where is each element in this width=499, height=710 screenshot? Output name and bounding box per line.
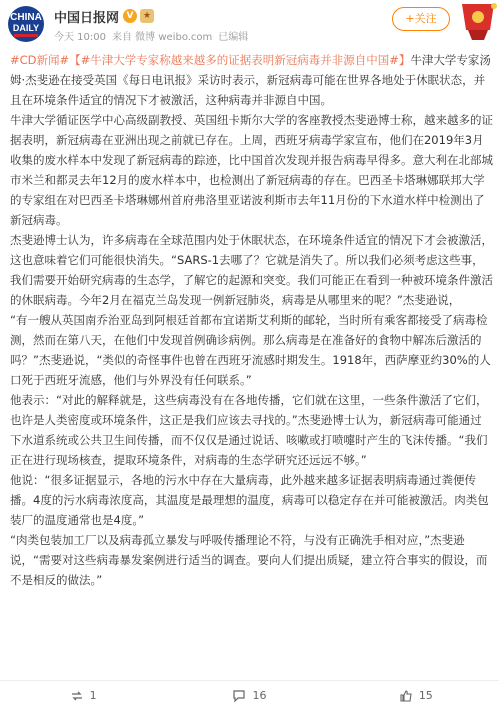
like-icon xyxy=(399,689,413,703)
hashtag-oxford[interactable]: 【#牛津大学专家称越来越多的证据表明新冠病毒并非源自中国#】 xyxy=(69,53,411,67)
post-time: 今天 10:00 xyxy=(54,32,106,43)
avatar-logo-line2: DAILY xyxy=(12,23,40,33)
edited-label: 已编辑 xyxy=(218,32,249,43)
verified-badge-icon: V xyxy=(123,9,137,23)
medal-icon: ★ xyxy=(140,9,154,23)
repost-icon xyxy=(70,689,84,703)
post-meta xyxy=(54,28,248,42)
comment-icon xyxy=(232,689,246,703)
comment-button[interactable] xyxy=(166,681,332,710)
post-paragraph-1 xyxy=(10,50,493,110)
avatar[interactable] xyxy=(8,6,44,42)
post-paragraph-7: “肉类包装加工厂以及病毒孤立暴发与呼吸传播理论不符，与没有正确洗手相对应，”杰斐逊说，“需要对这些病毒暴发案例进行适当的调查。要向人们提出质疑，建立符合事实的假设，而不是相反的做法。” xyxy=(10,533,488,587)
post-content xyxy=(10,50,493,590)
follow-button[interactable]: +关注 xyxy=(392,7,450,31)
avatar-logo-stripe xyxy=(14,34,38,37)
like-button[interactable] xyxy=(333,681,499,710)
festive-decoration-icon xyxy=(454,0,499,44)
avatar-logo-line1: CHINA xyxy=(10,12,42,23)
comment-count: 16 xyxy=(252,689,267,702)
hashtag-cd-news[interactable]: #CD新闻# xyxy=(10,53,70,67)
user-name[interactable]: 中国日报网 xyxy=(54,10,120,26)
like-count: 15 xyxy=(418,689,433,702)
post-source: 来自 微博 weibo.com xyxy=(112,32,213,43)
post-paragraph-3: 杰斐逊博士认为，许多病毒在全球范围内处于休眠状态，在环境条件适宜的情况下才会被激活，这也意味着它们可能很快消失。“SARS-1去哪了？它就是消失了。所以我们必须考虑这些事，我们需要开始研究病毒的生态学，了解它的起源和突变。我们可能正在看到一种被环境条件激活的休眠病毒。今年2月在福克兰岛发现一例新冠肺炎，病毒是从哪里来的呢？”杰斐逊说， xyxy=(10,233,493,307)
post-paragraph-5: 他表示：“对此的解释就是，这些病毒没有在各地传播，它们就在这里，一些条件激活了它们，也许是人类密度或环境条件，这正是我们应该去寻找的。”杰斐逊博士认为，新冠病毒可能通过下水道系统或公共卫生间传播，而不仅仅是通过说话、咳嗽或打喷嚏时产生的飞沫传播。“我们正在进行现场核查，提取环境条件，对病毒的生态学研究还远远不够。” xyxy=(10,393,488,467)
repost-button[interactable] xyxy=(0,681,166,710)
paragraph-1-text: 牛津大学专家汤姆·杰斐逊在接受英国《每日电讯报》采访时表示，新冠病毒可能在世界各地处于休眠状态，并且在环境条件适宜的情况下才被激活，这种病毒并非源自中国。 xyxy=(10,53,491,107)
post-header xyxy=(0,0,499,50)
post-paragraph-2: 牛津大学循证医学中心高级副教授、英国纽卡斯尔大学的客座教授杰斐逊博士称，越来越多的证据表明，新冠病毒在亚洲出现之前就已存在。上周，西班牙病毒学家宣布，他们在2019年3月收集的废水样本中发现了新冠病毒的踪迹，比中国首次发现并报告病毒早得多。意大利在北部城市米兰和都灵去年12月的废水样本中，也检测出了新冠病毒的存在。巴西圣卡塔琳娜联邦大学的专家组在对巴西圣卡塔琳娜州首府弗洛里亚诺波利斯市去年11月份的下水道水样中检测出了新冠病毒。 xyxy=(10,113,493,227)
repost-count: 1 xyxy=(89,689,97,702)
post-paragraph-6: 他说：“很多证据显示，各地的污水中存在大量病毒，此外越来越多证据表明病毒通过粪便传播。4度的污水病毒浓度高，其温度是最理想的温度，病毒可以稳定存在并可能被激活。肉类包装厂的温度通常也是4度。” xyxy=(10,473,489,527)
user-row xyxy=(54,7,154,25)
post-paragraph-4: “有一艘从英国南乔治亚岛到阿根廷首都布宜诺斯艾利斯的邮轮，当时所有乘客都接受了病毒检测，然而在第八天，在他们中发现首例确诊病例。那么病毒是在准备好的食物中解冻后激活的吗？”杰斐逊说，“类似的奇怪事件也曾在西班牙流感时期发生。1918年，西萨摩亚约30%的人口死于西班牙流感，他们与外界没有任何联系。” xyxy=(10,313,491,387)
post-actions xyxy=(0,680,499,710)
